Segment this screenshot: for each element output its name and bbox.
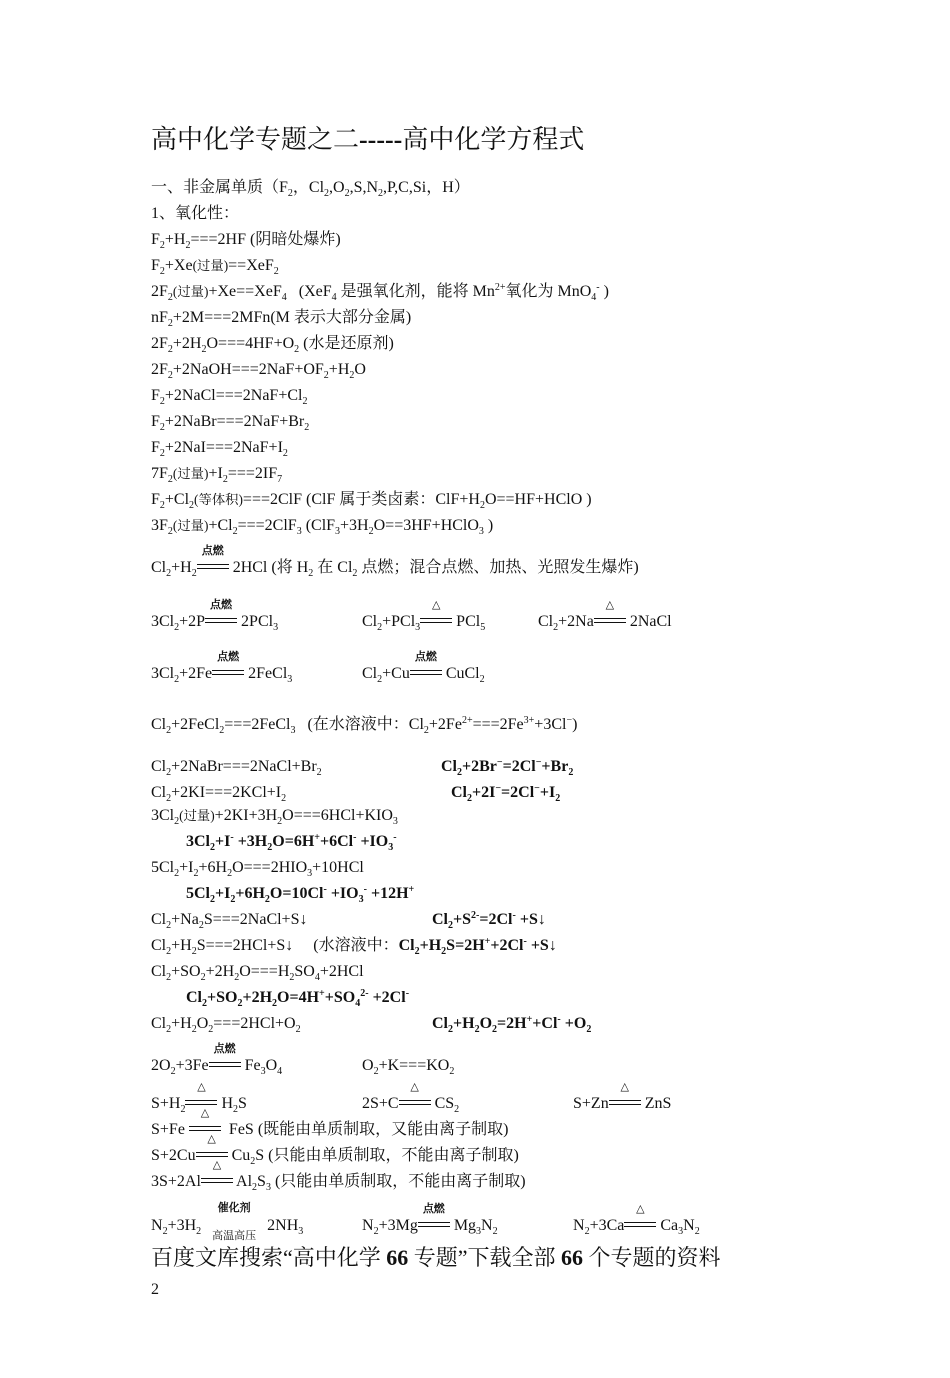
equation: $Cl_2+2FeCl_2===2FeCl_3$ (在水溶液中：$Cl_2+2Fe^{2+}===2Fe^{3+}+3Cl^-$) [151, 715, 578, 736]
heat-condition: △ [185, 1094, 217, 1110]
equation: $2F_2+2NaOH===2NaF+OF_2+H_2O$ [151, 361, 366, 381]
section-heading: 一、非金属单质（$F_2$，$Cl_2,O_2,S,N_2,P,C,Si$，H） [151, 179, 470, 199]
subsection-heading: 1、氧化性： [151, 205, 240, 222]
equation: $F_2+H_2===2HF$ (阴暗处爆炸) [151, 231, 341, 251]
equation: $F_2+2NaI===2NaF+I_2$ [151, 439, 288, 459]
equation: $3Cl_2+2Fe$ 点燃 2FeCl$_3$ [151, 651, 293, 685]
ignite-condition: 点燃 [209, 1056, 241, 1072]
heat-condition: △ [624, 1216, 656, 1232]
ionic-equation: $5Cl_2+I_2+6H_2O=10Cl^- +IO_3^- +12H^+$ [186, 884, 415, 905]
equation: $Cl_2+H_2S===2HCl+S↓$ (水溶液中：$Cl_2+H_2S=2H^++2Cl^-$ +S↓ [151, 936, 557, 957]
equation: $3Cl_2+2P$ 点燃 2PCl$_3$ [151, 599, 279, 633]
equation: $2F_2+2H_2O===4HF+O_2$ (水是还原剂) [151, 335, 394, 355]
heat-condition: △ [201, 1172, 233, 1188]
equation: S+Zn △ ZnS [573, 1081, 672, 1112]
equation: $F_2+2NaCl===2NaF+Cl_2$ [151, 387, 308, 407]
equation: $S+H_2$ △ $H_2S$ [151, 1081, 247, 1115]
equation: $Cl_2+Na_2S===2NaCl+S↓$ [151, 911, 308, 931]
heat-condition: △ [609, 1094, 641, 1110]
equation: $nF_2+2M===2MFn(M$ 表示大部分金属) [151, 309, 412, 329]
equation: $Cl_2+Cu$ 点燃 CuCl$_2$ [362, 651, 485, 685]
equation: $N_2+3Ca$ △ $Ca_3N_2$ [573, 1203, 700, 1237]
heat-condition: △ [196, 1146, 228, 1162]
equation: $Cl_2+SO_2+2H_2O===H_2SO_4+2HCl$ [151, 963, 364, 983]
equation: $Cl_2+2NaBr===2NaCl+Br_2$ [151, 758, 322, 778]
equation: $Cl_2+2Na$ △ 2NaCl [538, 599, 672, 633]
equation: $3F_2$(过量)$+Cl_2===2ClF_3$ ($ClF_3+3H_2O==3HF+HClO_3$ ) [151, 517, 494, 537]
equation: $O_2+K===KO_2$ [362, 1057, 455, 1077]
ionic-equation: $Cl_2+2Br^-=2Cl^-+Br_2$ [441, 757, 574, 778]
equation: $N_2+3H_2$ 催化剂 高温高压 $2NH_3$ [151, 1202, 304, 1242]
equation: $Cl_2+PCl_3$ △ PCl$_5$ [362, 599, 486, 633]
equation: $Cl_2+H_2O_2===2HCl+O_2$ [151, 1015, 301, 1035]
ignite-condition: 点燃 [418, 1216, 450, 1232]
heat-condition: △ [189, 1120, 221, 1136]
heat-condition: △ [399, 1094, 431, 1110]
ignite-condition: 点燃 [197, 558, 229, 574]
equation: $N_2+3Mg$ 点燃 $Mg_3N_2$ [362, 1203, 498, 1237]
equation: $F_2+2NaBr===2NaF+Br_2$ [151, 413, 310, 433]
footer-note: 百度文库搜索“高中化学 66 专题”下载全部 66 个专题的资料 [151, 1245, 721, 1270]
equation: $F_2+Cl_2$(等体积)===2ClF (ClF 属于类卤素：$ClF+H_2O==HF+HClO$ ) [151, 491, 592, 511]
ignite-condition: 点燃 [212, 664, 244, 680]
page-title: 高中化学专题之二-----高中化学方程式 [151, 125, 585, 154]
ionic-equation: $3Cl_2+I^- +3H_2O=6H^++6Cl^- +IO_3^-$ [186, 832, 397, 853]
ignite-condition: 点燃 [410, 664, 442, 680]
page-number: 2 [151, 1281, 159, 1298]
ionic-equation: $Cl_2+H_2O_2=2H^++Cl^- +O_2$ [432, 1014, 592, 1035]
equation: 2S+C △ $CS_2$ [362, 1081, 460, 1115]
equation: $3Cl_2$(过量)$+2KI+3H_2O===6HCl+KIO_3$ [151, 807, 398, 827]
heat-condition: △ [420, 612, 452, 628]
catalyst-condition: 催化剂 高温高压 [212, 1202, 257, 1242]
ignite-condition: 点燃 [205, 612, 237, 628]
equation: $Cl_2+2KI===2KCl+I_2$ [151, 784, 287, 804]
equation: $5Cl_2+I_2+6H_2O===2HIO_3+10HCl$ [151, 859, 364, 879]
equation: $2F_2$(过量)+Xe==XeF$_4$ (XeF$_4$ 是强氧化剂，能将 $Mn^{2+}$氧化为 MnO$_4$- ) [151, 282, 609, 303]
heat-condition: △ [594, 612, 626, 628]
ionic-equation: $Cl_2+2I^-=2Cl^-+I_2$ [451, 783, 561, 804]
equation: $2O_2+3Fe$ 点燃 $Fe_3O_4$ [151, 1043, 283, 1077]
ionic-equation: $Cl_2+S^{2-}=2Cl^-$ +S↓ [432, 910, 546, 931]
equation: $Cl_2+H_2$ 点燃 2HCl (将 $H_2$ 在 $Cl_2$ 点燃；混合点燃、加热、光照发生爆炸) [151, 545, 639, 579]
equation: $F_2+Xe$(过量)==XeF$_2$ [151, 257, 279, 277]
equation: 3S+2Al △ $Al_2S_3$ (只能由单质制取，不能由离子制取) [151, 1159, 526, 1193]
equation: S+2Cu △ $Cu_2S$ (只能由单质制取，不能由离子制取) [151, 1133, 519, 1167]
equation: S+Fe △ FeS (既能由单质制取，又能由离子制取) [151, 1107, 509, 1138]
equation: $7F_2$(过量)$+I_2===2IF_7$ [151, 465, 283, 485]
ionic-equation: $Cl_2+SO_2+2H_2O=4H^++SO_4^{2-} +2Cl^-$ [186, 988, 410, 1009]
